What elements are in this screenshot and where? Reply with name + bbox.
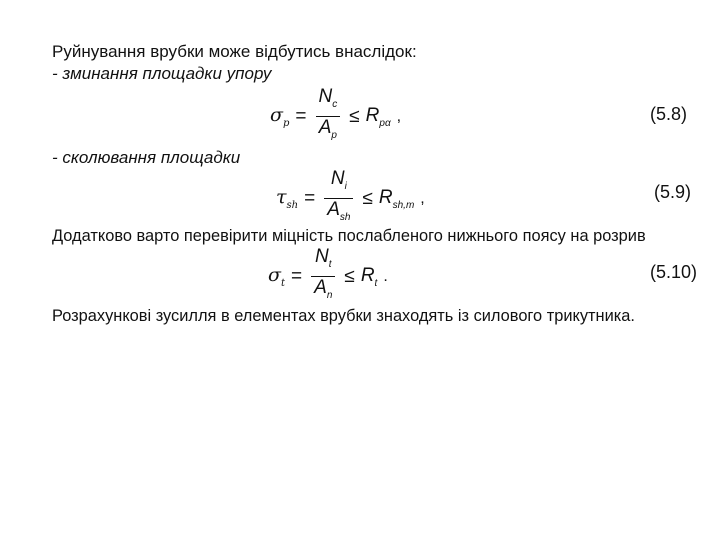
formula-5-8 xyxy=(270,86,401,147)
formula-lhs: $\sigma_p$ xyxy=(270,104,290,129)
conclusion-text: Розрахункові зусилля в елементах врубки знаходять із силового трикутника. xyxy=(52,307,635,325)
equals-sign: = xyxy=(295,105,307,127)
formula-5-9 xyxy=(276,168,425,229)
fraction-denominator: $A_p$ xyxy=(318,117,337,141)
fraction-denominator: $A_{sh}$ xyxy=(327,199,351,223)
equation-number-5-10: (5.10) xyxy=(650,262,698,282)
formula-punctuation: . xyxy=(383,267,388,285)
fraction-numerator: $N_i$ xyxy=(330,168,347,192)
less-equal-sign: ≤ xyxy=(362,187,373,209)
fraction xyxy=(324,168,353,229)
equals-sign: = xyxy=(291,265,303,287)
formula-punctuation: , xyxy=(396,107,402,125)
fraction-numerator: $N_c$ xyxy=(318,86,338,110)
intro-text: Руйнування врубки може відбутись внаслідок: xyxy=(52,42,417,61)
fraction xyxy=(316,86,341,147)
equation-number-5-9: (5.9) xyxy=(654,182,692,202)
fraction xyxy=(311,246,335,307)
formula-rhs: $R_t$ xyxy=(360,264,378,289)
formula-5-10 xyxy=(268,246,388,307)
fraction-numerator: $N_t$ xyxy=(314,246,332,270)
equals-sign: = xyxy=(304,187,316,209)
case-shear-label: - сколювання площадки xyxy=(52,148,241,167)
formula-lhs: $\sigma_t$ xyxy=(268,264,286,289)
formula-rhs: $R_{sh,m}$ xyxy=(378,186,415,211)
case-crushing-label: - зминання площадки упору xyxy=(52,64,272,83)
equation-number-5-8: (5.8) xyxy=(650,104,688,124)
less-equal-sign: ≤ xyxy=(344,265,355,287)
fraction-denominator: $A_n$ xyxy=(314,277,333,301)
formula-punctuation: , xyxy=(420,189,425,207)
formula-lhs: $\tau_{sh}$ xyxy=(276,186,299,211)
less-equal-sign: ≤ xyxy=(349,105,360,127)
additional-check-text: Додатково варто перевірити міцність послабленого нижнього поясу на розрив xyxy=(52,227,646,245)
formula-rhs: $R_{p\alpha}$ xyxy=(365,104,391,129)
